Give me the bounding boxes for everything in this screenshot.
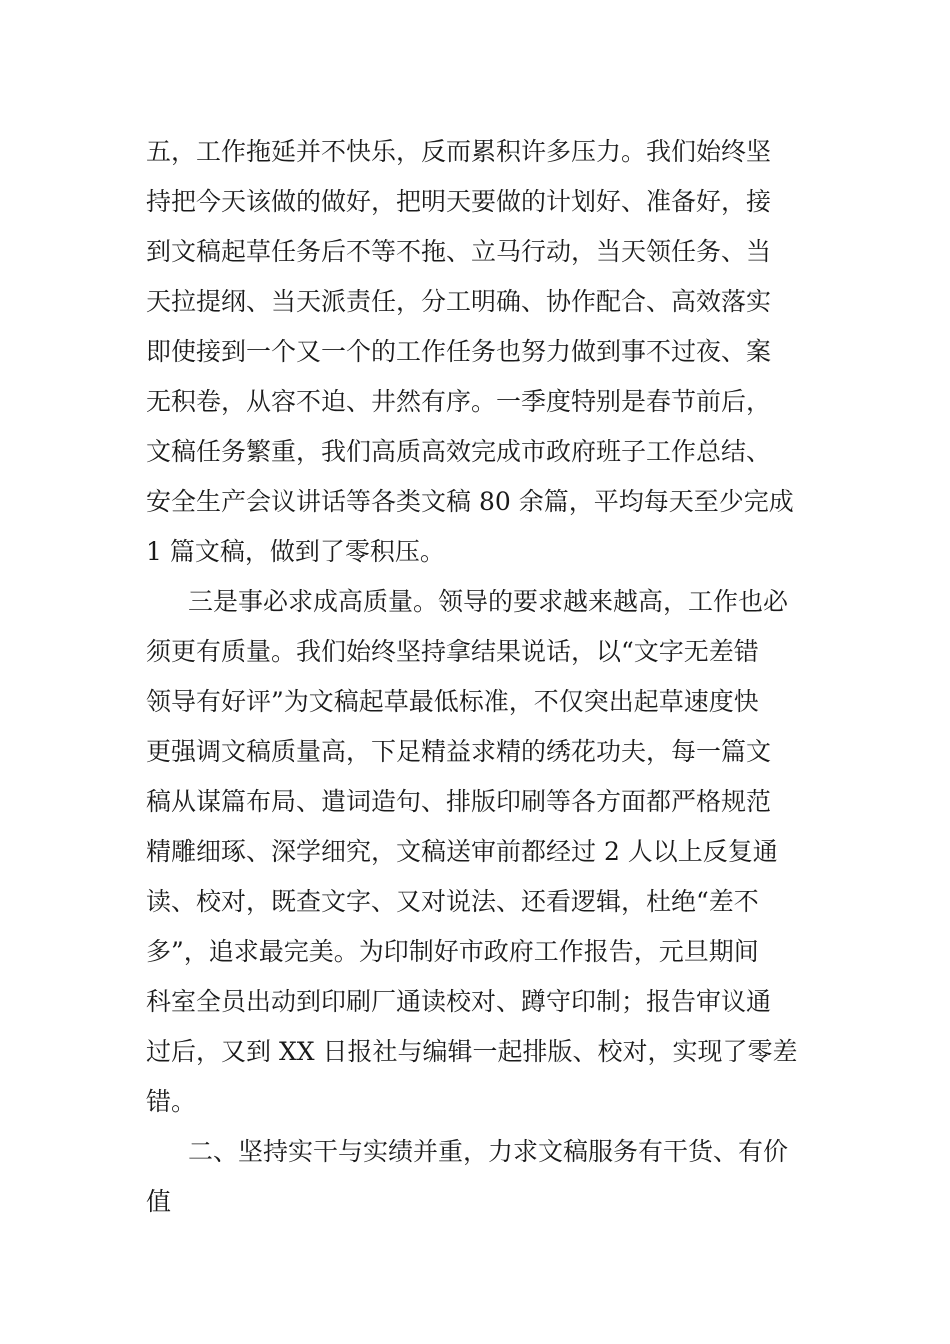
text-line: 精雕细琢、深学细究，文稿送审前都经过 2 人以上反复通	[146, 837, 778, 866]
text-line: 即使接到一个又一个的工作任务也努力做到事不过夜、案	[146, 337, 772, 366]
text-line: 文稿任务繁重，我们高质高效完成市政府班子工作总结、	[146, 437, 772, 466]
text-line: 值	[146, 1187, 172, 1216]
text-line: 更强调文稿质量高，下足精益求精的绣花功夫，每一篇文	[146, 737, 772, 766]
document-body	[146, 127, 810, 1227]
text-line: 安全生产会议讲话等各类文稿 80 余篇，平均每天至少完成	[146, 487, 794, 516]
text-line: 稿从谋篇布局、遣词造句、排版印刷等各方面都严格规范	[146, 787, 772, 816]
text-line: 持把今天该做的做好，把明天要做的计划好、准备好，接	[146, 187, 772, 216]
text-line: 天拉提纲、当天派责任，分工明确、协作配合、高效落实	[146, 287, 772, 316]
text-line: 须更有质量。我们始终坚持拿结果说话，以“文字无差错	[146, 637, 759, 666]
text-line: 1 篇文稿，做到了零积压。	[146, 537, 445, 566]
text-line: 三是事必求成高质量。领导的要求越来越高，工作也必	[188, 587, 789, 616]
text-line: 科室全员出动到印刷厂通读校对、蹲守印制；报告审议通	[146, 987, 772, 1016]
text-line: 领导有好评”为文稿起草最低标准，不仅突出起草速度快	[146, 687, 759, 716]
paragraph-quality	[146, 577, 810, 1127]
text-line: 多”，追求最完美。为印制好市政府工作报告，元旦期间	[146, 937, 759, 966]
text-line: 读、校对，既查文字、又对说法、还看逻辑，杜绝“差不	[146, 887, 759, 916]
text-line: 五，工作拖延并不快乐，反而累积许多压力。我们始终坚	[146, 137, 772, 166]
paragraph-continuation	[146, 127, 810, 577]
text-line: 无积卷，从容不迫、井然有序。一季度特别是春节前后，	[146, 387, 772, 416]
section-heading	[146, 1127, 810, 1227]
text-line: 错。	[146, 1087, 197, 1116]
text-line: 到文稿起草任务后不等不拖、立马行动，当天领任务、当	[146, 237, 772, 266]
text-line: 二、坚持实干与实绩并重，力求文稿服务有干货、有价	[188, 1137, 789, 1166]
text-line: 过后，又到 XX 日报社与编辑一起排版、校对，实现了零差	[146, 1037, 798, 1066]
